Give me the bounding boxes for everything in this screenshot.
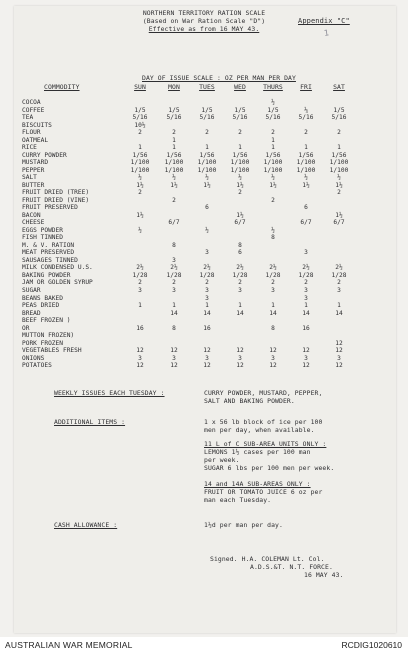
- day-header: MON: [168, 83, 180, 91]
- document-subtitle: (Based on War Ration Scale "D"): [142, 17, 266, 25]
- table-row: [14, 279, 396, 286]
- ration-cell: 2½: [335, 264, 343, 272]
- ration-cell: 1/100: [197, 159, 217, 167]
- ration-cell: 14: [170, 309, 178, 317]
- ration-cell: 3: [205, 287, 209, 294]
- ration-cell: ½: [271, 174, 275, 182]
- ration-cell: 2: [271, 196, 275, 204]
- ration-cell: 2: [337, 279, 341, 287]
- ration-cell: 1/56: [199, 151, 215, 159]
- signature-date: 16 MAY 43.: [304, 571, 344, 579]
- table-row: [14, 129, 396, 136]
- cash-allowance-value: 1½d per man per day.: [204, 521, 283, 529]
- ration-cell: 1/28: [166, 271, 182, 279]
- ration-cell: ½: [238, 174, 242, 182]
- ration-cell: 1/28: [331, 271, 347, 279]
- ration-cell: 2: [205, 279, 209, 287]
- commodity-name: RICE: [22, 144, 37, 152]
- ration-cell: 3: [138, 354, 142, 362]
- ration-cell: 1/28: [298, 271, 314, 279]
- commodity-name: CHEESE: [22, 219, 45, 227]
- commodity-name: BUTTER: [22, 181, 45, 189]
- commodity-name: MEAT PRESERVED: [22, 249, 75, 257]
- ration-cell: 1/100: [230, 166, 250, 174]
- cash-allowance-label: CASH ALLOWANCE :: [54, 521, 118, 529]
- table-row: [14, 167, 396, 174]
- table-row: [14, 144, 396, 151]
- ration-cell: 1: [172, 144, 176, 152]
- table-row: [14, 310, 396, 317]
- ration-cell: 2½: [170, 264, 178, 272]
- ration-cell: 1½: [136, 181, 144, 189]
- ration-cell: 2½: [136, 264, 144, 272]
- ration-cell: 14: [302, 309, 310, 317]
- additional-item2-line2: per week.: [204, 456, 240, 464]
- ration-cell: 3: [238, 354, 242, 362]
- ration-cell: 8: [271, 234, 275, 242]
- ration-cell: 1½: [236, 181, 244, 189]
- ration-cell: 3: [271, 354, 275, 362]
- ration-cell: 14: [335, 309, 343, 317]
- commodity-name: BREAD: [22, 309, 41, 317]
- ration-cell: 1½: [269, 181, 277, 189]
- table-row: [14, 295, 396, 302]
- commodity-name: OATMEAL: [22, 136, 49, 144]
- ration-cell: 1: [138, 144, 142, 152]
- ration-cell: 12: [302, 362, 310, 370]
- additional-item3-line2: man each Tuesday.: [204, 496, 272, 504]
- table-row: [14, 197, 396, 204]
- commodity-name: BEANS BAKED: [22, 294, 63, 302]
- ration-cell: 5/16: [265, 114, 281, 122]
- ration-cell: 1½: [170, 181, 178, 189]
- commodity-name: SALT: [22, 174, 37, 182]
- ration-cell: 1/5: [134, 106, 146, 114]
- ration-cell: 2½: [302, 264, 310, 272]
- table-row: [14, 317, 396, 324]
- day-header: TUES: [199, 83, 215, 91]
- table-row: [14, 137, 396, 144]
- commodity-name: SUGAR: [22, 287, 41, 294]
- archive-footer: [0, 637, 408, 653]
- commodity-name: M. & V. RATION: [22, 241, 75, 249]
- day-header: FRI: [300, 83, 312, 91]
- commodity-name: CURRY POWDER: [22, 151, 67, 159]
- ration-cell: 1: [205, 302, 209, 310]
- ration-cell: 3: [271, 287, 275, 294]
- commodity-name: PEAS DRIED: [22, 302, 60, 310]
- weekly-issues-line2: SALT AND BAKING POWDER.: [204, 397, 295, 405]
- ration-cell: 1: [271, 144, 275, 152]
- ration-cell: 12: [236, 362, 244, 370]
- ration-cell: 1/100: [164, 166, 184, 174]
- ration-cell: 3: [304, 294, 308, 302]
- table-row: [14, 355, 396, 362]
- commodity-name: PEPPER: [22, 166, 45, 174]
- ration-cell: 3: [337, 287, 341, 294]
- ration-cell: 2: [238, 129, 242, 137]
- ration-cell: 2: [172, 279, 176, 287]
- table-row: [14, 114, 396, 121]
- ration-cell: ½: [337, 174, 341, 182]
- additional-item2-line3: SUGAR 6 lbs per 100 men per week.: [204, 464, 335, 472]
- ration-cell: 1/5: [267, 106, 279, 114]
- ration-cell: 8: [172, 241, 176, 249]
- table-row: [14, 362, 396, 369]
- table-row: [14, 204, 396, 211]
- commodity-name: FRUIT DRIED (VINE): [22, 196, 90, 204]
- commodity-name: COFFEE: [22, 106, 45, 114]
- ration-cell: 5/16: [298, 114, 314, 122]
- appendix-label: Appendix "C": [298, 17, 350, 25]
- table-row: [14, 174, 396, 181]
- ration-cell: 3: [238, 287, 242, 294]
- ration-cell: 1/100: [296, 166, 316, 174]
- ration-cell: 3: [304, 249, 308, 257]
- ration-cell: ½: [172, 174, 176, 182]
- ration-cell: 1/100: [329, 159, 349, 167]
- ration-cell: 1/5: [234, 106, 246, 114]
- ration-cell: 2: [304, 279, 308, 287]
- ration-cell: 1/56: [166, 151, 182, 159]
- document-title: NORTHERN TERRITORY RATION SCALE: [142, 9, 266, 17]
- commodity-name: PORK FROZEN: [22, 339, 63, 347]
- ration-cell: 16: [203, 324, 211, 332]
- ration-cell: ½: [138, 174, 142, 182]
- ration-cell: ½: [205, 226, 209, 234]
- additional-item1-line2: men per day, when available.: [204, 426, 315, 434]
- table-row: [14, 272, 396, 279]
- ration-cell: 6: [238, 249, 242, 257]
- table-row: [14, 227, 396, 234]
- ration-cell: 1/28: [132, 271, 148, 279]
- signature-line1: Signed. H.A. COLEMAN Lt. Col.: [210, 555, 325, 563]
- ration-cell: 2: [337, 189, 341, 197]
- ration-cell: 6/7: [300, 219, 312, 227]
- table-row: [14, 257, 396, 264]
- ration-cell: 14: [203, 309, 211, 317]
- handwritten-note: 1: [323, 28, 330, 38]
- ration-cell: 3: [205, 354, 209, 362]
- ration-cell: 6/7: [234, 219, 246, 227]
- ration-cell: 1: [138, 302, 142, 310]
- ration-cell: 1/5: [168, 106, 180, 114]
- commodity-name: MUSTARD: [22, 159, 49, 167]
- ration-cell: ½: [271, 99, 275, 106]
- ration-cell: 2: [271, 129, 275, 137]
- ration-cell: 12: [203, 347, 211, 355]
- commodity-name: FISH TINNED: [22, 234, 63, 242]
- commodity-name: EGGS POWDER: [22, 226, 63, 234]
- ration-cell: ½: [304, 174, 308, 182]
- ration-cell: 3: [138, 287, 142, 294]
- additional-item1-line1: 1 x 56 lb block of ice per 100: [204, 418, 323, 426]
- commodity-header: COMMODITY: [44, 83, 80, 91]
- ration-cell: 3: [205, 294, 209, 302]
- ration-cell: 8: [271, 324, 275, 332]
- table-row: [14, 219, 396, 226]
- ration-cell: 8: [238, 241, 242, 249]
- ration-cell: 1: [304, 144, 308, 152]
- archive-reference: RCDIG1020610: [341, 640, 402, 650]
- ration-cell: 1: [172, 136, 176, 144]
- commodity-name: FRUIT DRIED (TREE): [22, 189, 90, 197]
- ration-cell: 5/16: [232, 114, 248, 122]
- ration-cell: 1/100: [130, 159, 150, 167]
- ration-cell: 1: [238, 144, 242, 152]
- ration-cell: 6: [304, 204, 308, 212]
- commodity-name: COCOA: [22, 99, 41, 106]
- ration-cell: 2: [238, 189, 242, 197]
- ration-cell: 2: [271, 279, 275, 287]
- additional-items-label: ADDITIONAL ITEMS :: [54, 418, 126, 426]
- day-header: WED: [234, 83, 246, 91]
- ration-cell: 12: [236, 347, 244, 355]
- signature-line2: A.D.S.&T. N.T. FORCE.: [250, 563, 333, 571]
- table-row: [14, 107, 396, 114]
- ration-cell: 10½: [134, 121, 146, 129]
- ration-cell: 14: [236, 309, 244, 317]
- ration-cell: 1/56: [331, 151, 347, 159]
- ration-cell: ⅓: [304, 106, 308, 114]
- ration-cell: 3: [304, 354, 308, 362]
- weekly-issues-line1: CURRY POWDER, MUSTARD, PEPPER,: [204, 389, 323, 397]
- ration-cell: 3: [172, 256, 176, 264]
- ration-cell: 3: [337, 354, 341, 362]
- ration-cell: 6/7: [168, 219, 180, 227]
- additional-item3-head: 14 and 14A SUB-AREAS ONLY :: [204, 480, 311, 488]
- ration-cell: 2: [138, 129, 142, 137]
- ration-cell: ½: [138, 226, 142, 234]
- ration-cell: 1½: [203, 181, 211, 189]
- commodity-name: BAKING POWDER: [22, 271, 71, 279]
- additional-item2-head: 11 L of C SUB-AREA UNITS ONLY :: [204, 440, 327, 448]
- ration-cell: ½: [271, 226, 275, 234]
- effective-date: Effective as from 16 MAY 43.: [148, 25, 260, 33]
- commodity-name: FLOUR: [22, 129, 41, 137]
- ration-cell: 1/56: [132, 151, 148, 159]
- ration-cell: 1½: [335, 211, 343, 219]
- commodity-name: VEGETABLES FRESH: [22, 347, 82, 355]
- ration-cell: 12: [170, 347, 178, 355]
- ration-cell: 1: [337, 144, 341, 152]
- ration-cell: 2: [172, 129, 176, 137]
- ration-cell: 5/16: [166, 114, 182, 122]
- table-row: [14, 249, 396, 256]
- ration-cell: 2½: [203, 264, 211, 272]
- commodity-name: JAM OR GOLDEN SYRUP: [22, 279, 93, 287]
- ration-cell: 1½: [236, 211, 244, 219]
- table-row: [14, 332, 396, 339]
- ration-cell: 12: [302, 347, 310, 355]
- table-row: [14, 325, 396, 332]
- commodity-name: SAUSAGES TINNED: [22, 256, 78, 264]
- commodity-name: TEA: [22, 114, 34, 122]
- ration-cell: 1/100: [296, 159, 316, 167]
- ration-cell: 1/100: [130, 166, 150, 174]
- ration-cell: 5/16: [132, 114, 148, 122]
- commodity-name: MUTTON FROZEN): [22, 332, 75, 340]
- commodity-name: BACON: [22, 211, 41, 219]
- ration-cell: 1/5: [333, 106, 345, 114]
- commodity-name: POTATOES: [22, 362, 52, 370]
- ration-cell: 1/56: [232, 151, 248, 159]
- ration-cell: 16: [136, 324, 144, 332]
- ration-cell: 1/28: [265, 271, 281, 279]
- ration-cell: 1/100: [263, 166, 283, 174]
- ration-cell: 12: [203, 362, 211, 370]
- ration-cell: 1/56: [265, 151, 281, 159]
- additional-item3-line1: FRUIT OR TOMATO JUICE 6 oz per: [204, 488, 323, 496]
- commodity-name: MILK CONDENSED U.S.: [22, 264, 93, 272]
- ration-cell: 6: [205, 204, 209, 212]
- ration-cell: 12: [269, 347, 277, 355]
- table-row: [14, 340, 396, 347]
- commodity-name: ONIONS: [22, 354, 45, 362]
- ration-cell: 1/100: [197, 166, 217, 174]
- scale-header: DAY OF ISSUE SCALE : OZ PER MAN PER DAY: [142, 74, 296, 82]
- ration-cell: 12: [136, 347, 144, 355]
- ration-cell: 12: [335, 347, 343, 355]
- ration-cell: 1½: [136, 211, 144, 219]
- ration-cell: 2: [238, 279, 242, 287]
- ration-cell: 2½: [269, 264, 277, 272]
- ration-cell: 1: [271, 136, 275, 144]
- ration-cell: 3: [172, 287, 176, 294]
- ration-cell: 2½: [236, 264, 244, 272]
- ration-cell: 3: [205, 249, 209, 257]
- archive-name: AUSTRALIAN WAR MEMORIAL: [5, 640, 133, 650]
- table-row: [14, 347, 396, 354]
- ration-cell: 5/16: [331, 114, 347, 122]
- ration-cell: 2: [138, 279, 142, 287]
- ration-cell: 6/7: [333, 219, 345, 227]
- ration-cell: 1/100: [230, 159, 250, 167]
- ration-cell: 1: [205, 144, 209, 152]
- table-row: [14, 182, 396, 189]
- table-row: [14, 264, 396, 271]
- ration-cell: 2: [172, 196, 176, 204]
- day-header: SAT: [333, 83, 345, 91]
- table-row: [14, 189, 396, 196]
- ration-cell: 2: [205, 129, 209, 137]
- ration-cell: 1/28: [199, 271, 215, 279]
- ration-cell: 1/100: [329, 166, 349, 174]
- ration-cell: 1½: [302, 181, 310, 189]
- ration-cell: 16: [302, 324, 310, 332]
- ration-cell: 12: [335, 362, 343, 370]
- day-header: SUN: [134, 83, 146, 91]
- ration-cell: 3: [172, 354, 176, 362]
- commodity-name: BEEF FROZEN ): [22, 317, 71, 325]
- ration-cell: 14: [269, 309, 277, 317]
- commodity-name: OR: [22, 324, 30, 332]
- ration-cell: 8: [172, 324, 176, 332]
- table-row: [14, 234, 396, 241]
- table-row: [14, 212, 396, 219]
- ration-cell: 3: [304, 287, 308, 294]
- ration-cell: 1: [172, 302, 176, 310]
- additional-item2-line1: LEMONS 1½ cases per 100 man: [204, 448, 311, 456]
- ration-cell: 1: [238, 302, 242, 310]
- table-row: [14, 242, 396, 249]
- document-page: [14, 6, 396, 633]
- ration-cell: 12: [170, 362, 178, 370]
- table-row: [14, 152, 396, 159]
- ration-cell: ½: [205, 174, 209, 182]
- table-row: [14, 287, 396, 294]
- table-row: [14, 159, 396, 166]
- ration-cell: 5/16: [199, 114, 215, 122]
- weekly-issues-label: WEEKLY ISSUES EACH TUESDAY :: [54, 389, 165, 397]
- commodity-name: BISCUITS: [22, 121, 52, 129]
- ration-cell: 1½: [335, 181, 343, 189]
- table-row: [14, 302, 396, 309]
- ration-cell: 12: [335, 339, 343, 347]
- table-row: [14, 122, 396, 129]
- ration-cell: 1/100: [263, 159, 283, 167]
- ration-cell: 1/56: [298, 151, 314, 159]
- ration-cell: 1: [337, 302, 341, 310]
- ration-cell: 1: [271, 302, 275, 310]
- commodity-name: FRUIT PRESERVED: [22, 204, 78, 212]
- ration-cell: 1: [304, 302, 308, 310]
- ration-cell: 2: [304, 129, 308, 137]
- table-row: [14, 99, 396, 106]
- day-header: THURS: [263, 83, 283, 91]
- ration-cell: 12: [136, 362, 144, 370]
- ration-cell: 1/100: [164, 159, 184, 167]
- ration-cell: 12: [269, 362, 277, 370]
- ration-cell: 1/5: [201, 106, 213, 114]
- ration-cell: 2: [138, 189, 142, 197]
- ration-cell: 1/28: [232, 271, 248, 279]
- ration-cell: 2: [337, 129, 341, 137]
